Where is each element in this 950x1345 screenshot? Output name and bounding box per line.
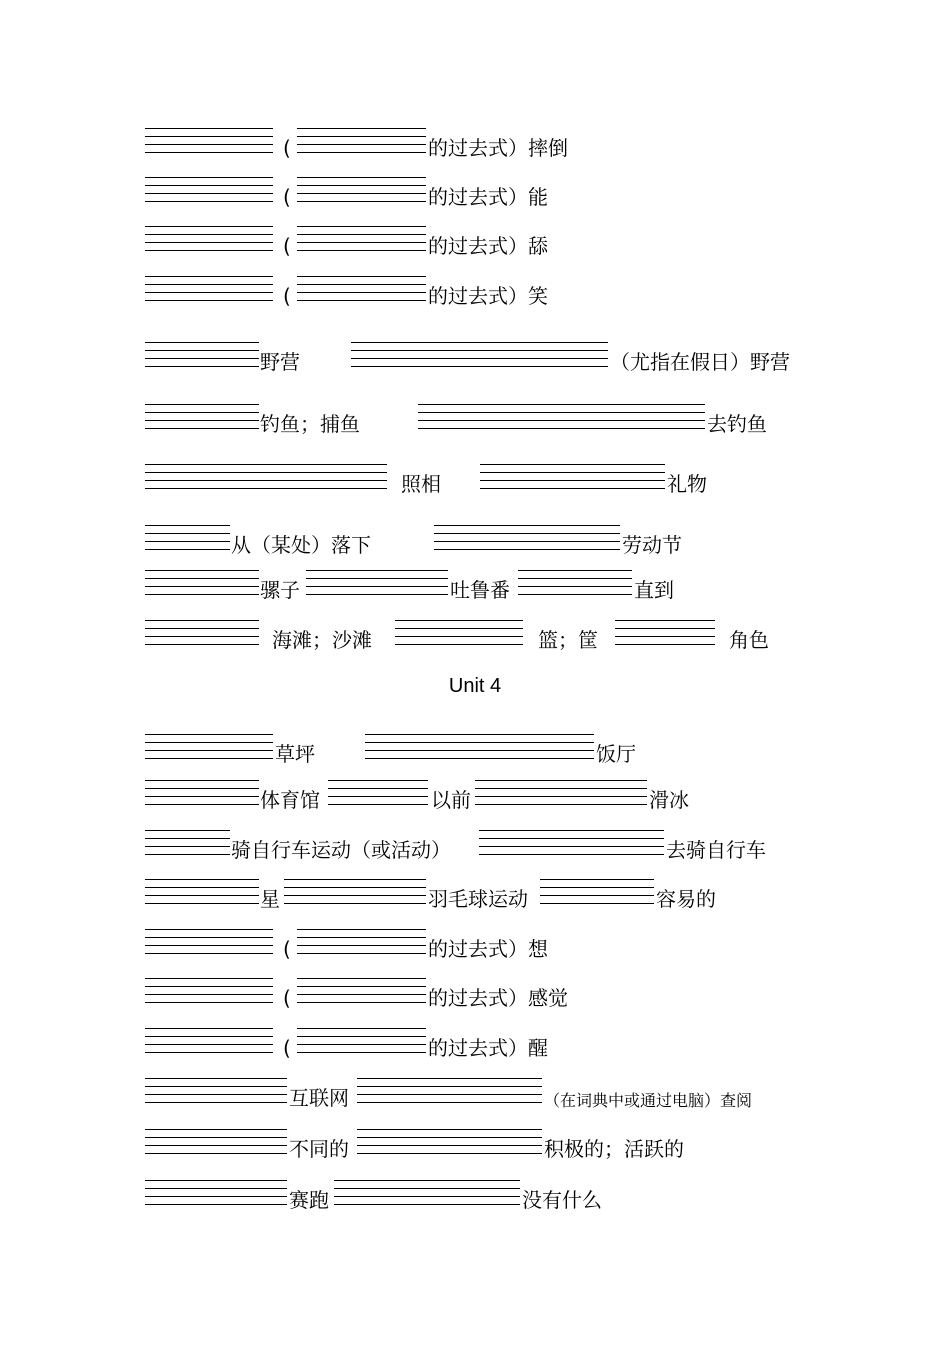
word-label: ( xyxy=(283,185,291,209)
answer-blank[interactable] xyxy=(145,822,230,857)
answer-blank[interactable] xyxy=(145,334,259,369)
answer-blank[interactable] xyxy=(145,871,259,906)
word-label: 赛跑 xyxy=(289,1188,329,1212)
word-label: 的过去式）舔 xyxy=(428,234,548,258)
answer-blank[interactable] xyxy=(145,396,259,431)
answer-blank[interactable] xyxy=(145,1020,273,1055)
answer-blank[interactable] xyxy=(145,517,230,552)
answer-blank[interactable] xyxy=(297,1020,426,1055)
answer-blank[interactable] xyxy=(145,612,259,647)
word-label: 骑自行车运动（或活动） xyxy=(231,838,451,862)
answer-blank[interactable] xyxy=(395,612,523,647)
word-label: ( xyxy=(283,136,291,160)
answer-blank[interactable] xyxy=(145,1172,287,1207)
answer-blank[interactable] xyxy=(615,612,715,647)
word-label: 的过去式）能 xyxy=(428,185,548,209)
word-label: 劳动节 xyxy=(622,533,682,557)
answer-blank[interactable] xyxy=(365,726,594,761)
answer-blank[interactable] xyxy=(418,396,705,431)
answer-blank[interactable] xyxy=(145,1121,287,1156)
word-label: 去骑自行车 xyxy=(666,838,766,862)
word-label: 吐鲁番 xyxy=(450,578,510,602)
word-label: 互联网 xyxy=(289,1086,349,1110)
word-label: 野营 xyxy=(260,350,300,374)
word-label: 去钓鱼 xyxy=(707,412,767,436)
word-label: 的过去式）摔倒 xyxy=(428,136,568,160)
answer-blank[interactable] xyxy=(475,772,647,807)
word-label: 钓鱼；捕鱼 xyxy=(260,412,360,436)
word-label: 的过去式）醒 xyxy=(428,1036,548,1060)
answer-blank[interactable] xyxy=(540,871,654,906)
answer-blank[interactable] xyxy=(145,268,273,303)
answer-blank[interactable] xyxy=(145,772,259,807)
answer-blank[interactable] xyxy=(297,218,426,253)
answer-blank[interactable] xyxy=(328,772,428,807)
answer-blank[interactable] xyxy=(297,268,426,303)
word-label: ( xyxy=(283,1036,291,1060)
answer-blank[interactable] xyxy=(357,1121,542,1156)
word-label: （尤指在假日）野营 xyxy=(610,350,790,374)
word-label: 从（某处）落下 xyxy=(231,533,371,557)
word-label: 骡子 xyxy=(260,578,300,602)
word-label: 直到 xyxy=(634,578,674,602)
word-label: 海滩；沙滩 xyxy=(272,628,372,652)
answer-blank[interactable] xyxy=(357,1070,542,1105)
word-label: 羽毛球运动 xyxy=(428,887,528,911)
word-label: ( xyxy=(283,284,291,308)
answer-blank[interactable] xyxy=(351,334,608,369)
word-label: 滑冰 xyxy=(649,788,689,812)
word-label: 角色 xyxy=(729,628,769,652)
word-label: ( xyxy=(283,234,291,258)
answer-blank[interactable] xyxy=(145,726,273,761)
answer-blank[interactable] xyxy=(297,970,426,1005)
answer-blank[interactable] xyxy=(145,921,273,956)
word-label: 礼物 xyxy=(667,472,707,496)
word-label: 篮；筐 xyxy=(538,628,598,652)
answer-blank[interactable] xyxy=(518,562,632,597)
word-label: 星 xyxy=(260,887,280,911)
word-label: 草坪 xyxy=(275,742,315,766)
unit-heading: Unit 4 xyxy=(448,675,502,697)
word-label: 的过去式）想 xyxy=(428,937,548,961)
word-label: 的过去式）感觉 xyxy=(428,986,568,1010)
answer-blank[interactable] xyxy=(145,1070,287,1105)
answer-blank[interactable] xyxy=(306,562,448,597)
word-label: ( xyxy=(283,937,291,961)
word-label: ( xyxy=(283,986,291,1010)
answer-blank[interactable] xyxy=(145,218,273,253)
answer-blank[interactable] xyxy=(479,822,664,857)
word-label: 不同的 xyxy=(289,1137,349,1161)
answer-blank[interactable] xyxy=(145,562,259,597)
answer-blank[interactable] xyxy=(480,456,665,491)
answer-blank[interactable] xyxy=(145,970,273,1005)
word-label: 积极的；活跃的 xyxy=(544,1137,684,1161)
word-label: 照相 xyxy=(401,472,441,496)
answer-blank[interactable] xyxy=(145,456,387,491)
word-label: （在词典中或通过电脑）查阅 xyxy=(544,1091,753,1110)
answer-blank[interactable] xyxy=(434,517,620,552)
word-label: 的过去式）笑 xyxy=(428,284,548,308)
answer-blank[interactable] xyxy=(145,169,273,204)
answer-blank[interactable] xyxy=(297,169,426,204)
answer-blank[interactable] xyxy=(284,871,426,906)
word-label: 体育馆 xyxy=(260,788,320,812)
word-label: 没有什么 xyxy=(522,1188,602,1212)
word-label: 以前 xyxy=(431,788,471,812)
answer-blank[interactable] xyxy=(297,120,426,155)
answer-blank[interactable] xyxy=(297,921,426,956)
answer-blank[interactable] xyxy=(145,120,273,155)
word-label: 容易的 xyxy=(656,887,716,911)
answer-blank[interactable] xyxy=(334,1172,520,1207)
word-label: 饭厅 xyxy=(596,742,636,766)
